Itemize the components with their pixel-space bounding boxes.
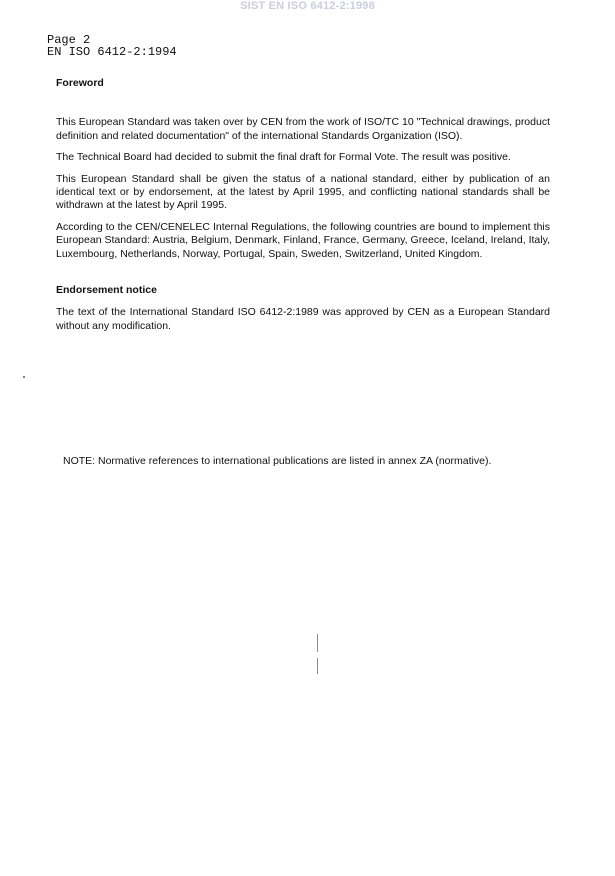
watermark: SIST EN ISO 6412-2:1998 [240,0,375,12]
foreword-heading: Foreword [56,77,104,89]
endorsement-text: The text of the International Standard ISO 6412-2:1989 was approved by CEN as a European Standard without any modification. [56,306,550,332]
document-body [56,77,550,333]
scan-line-mark [317,658,318,674]
foreword-paragraph-3: This European Standard shall be given the status of a national standard, either by publication of an identical text or by endorsement, at the latest by April 1995, and conflicting national standards shall be withdrawn at the latest by April 1995. [56,172,550,212]
foreword-paragraph-2: The Technical Board had decided to submit the final draft for Formal Vote. The result was positive. [56,151,511,164]
scan-line-mark [317,634,318,652]
page-number: Page 2 [47,33,91,47]
endorsement-heading: Endorsement notice [56,284,157,297]
scan-speck [23,376,25,378]
foreword-paragraph-4: According to the CEN/CENELEC Internal Regulations, the following countries are bound to implement this European Standard: Austria, Belgium, Denmark, Finland, France, Germany, Greece, Iceland, Ireland, Italy, Luxembourg, Netherlands, Norway, Portugal, Spain, Sweden, Switzerland, United Kingdom. [56,220,550,260]
normative-note: NOTE: Normative references to international publications are listed in annex ZA (normative). [63,455,492,467]
page-header [47,34,177,58]
foreword-paragraph-1: This European Standard was taken over by CEN from the work of ISO/TC 10 "Technical drawings, product definition and related documentation" of the international Standards Organization (ISO). [56,116,550,142]
standard-reference: EN ISO 6412-2:1994 [47,45,177,59]
